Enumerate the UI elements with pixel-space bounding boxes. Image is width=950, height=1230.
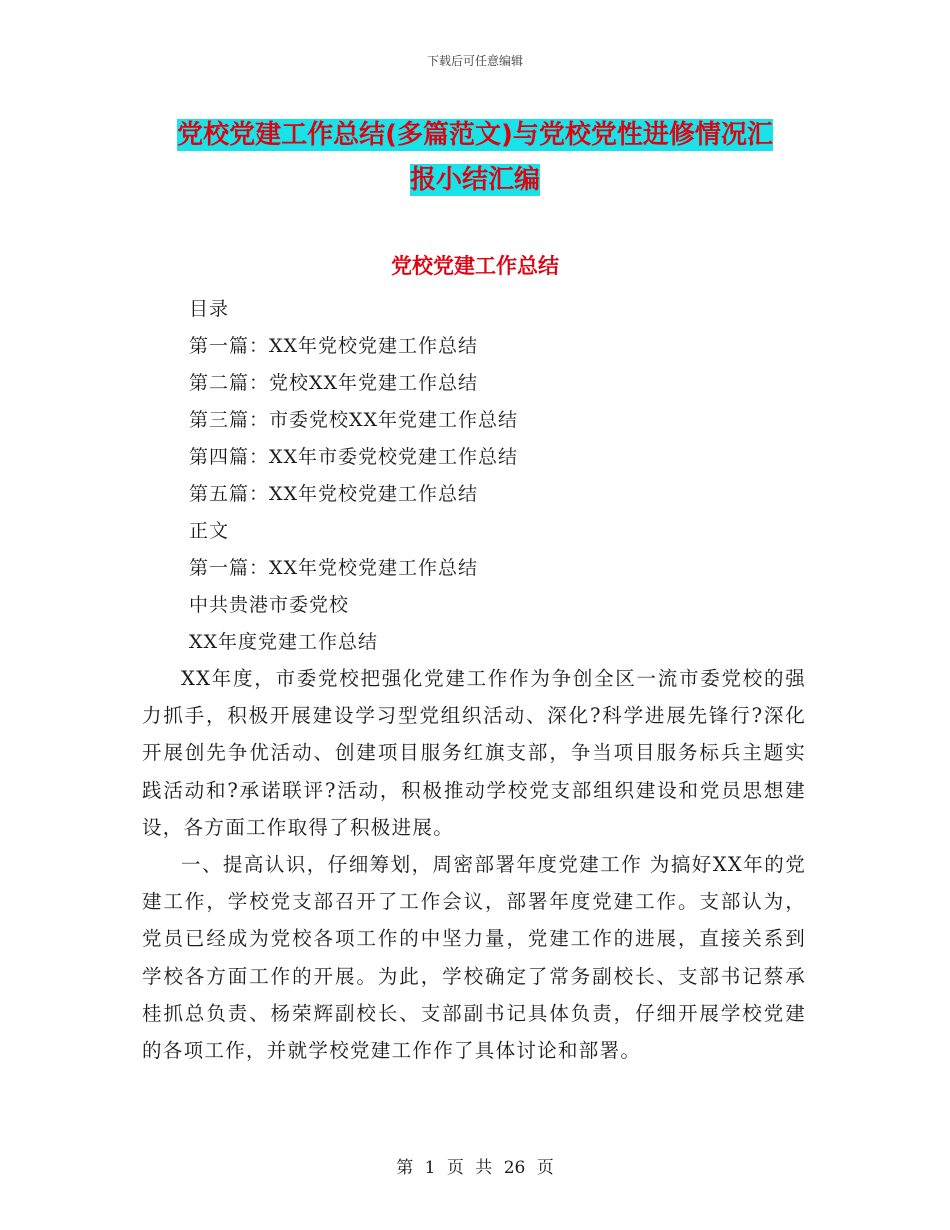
document-title-line-2 xyxy=(0,159,950,196)
header-note: 下载后可任意编辑 xyxy=(426,54,523,68)
section-title: 党校党建工作总结 xyxy=(391,254,559,278)
title-text-2: 报小结汇编 xyxy=(409,165,540,195)
toc-heading: 目录 xyxy=(189,298,230,320)
body-paragraph: 一、提高认识，仔细筹划，周密部署年度党建工作 为搞好XX年的党建工作，学校党支部召开了工作会议，部署年度党建工作。支部认为，党员已经成为党校各项工作的中坚力量，党建工作的进展，直接关系到学校各方面工作的开展。为此，学校确定了常务副校长、支部书记蔡承桂抓总负责、杨荣辉副校长、支部副书记具体负责，仔细开展学校党建的各项工作，并就学校党建工作作了具体讨论和部署。 xyxy=(142,853,806,1063)
article-subtitle: XX年度党建工作总结 xyxy=(189,631,379,653)
article-org: 中共贵港市委党校 xyxy=(189,594,350,616)
body-heading: 正文 xyxy=(189,520,230,542)
table-of-contents xyxy=(189,294,518,664)
document-title-line-1 xyxy=(0,114,950,151)
page-footer: 第 1 页 共 26 页 xyxy=(396,1158,554,1178)
toc-item: 第三篇：市委党校XX年党建工作总结 xyxy=(189,409,519,431)
article-title: 第一篇：XX年党校党建工作总结 xyxy=(189,557,479,579)
toc-item: 第二篇：党校XX年党建工作总结 xyxy=(189,372,479,394)
body-paragraph: XX年度，市委党校把强化党建工作作为争创全区一流市委党校的强力抓手，积极开展建设学习型党组织活动、深化?科学进展先锋行?深化开展创先争优活动、创建项目服务红旗支部，争当项目服务标兵主题实践活动和?承诺联评?活动，积极推动学校党支部组织建设和党员思想建设，各方面工作取得了积极进展。 xyxy=(142,667,806,839)
toc-item: 第一篇：XX年党校党建工作总结 xyxy=(189,335,479,357)
toc-item: 第四篇：XX年市委党校党建工作总结 xyxy=(189,446,519,468)
title-text-1: 党校党建工作总结(多篇范文)与党校党性进修情况汇 xyxy=(177,120,773,150)
toc-item: 第五篇：XX年党校党建工作总结 xyxy=(189,483,479,505)
